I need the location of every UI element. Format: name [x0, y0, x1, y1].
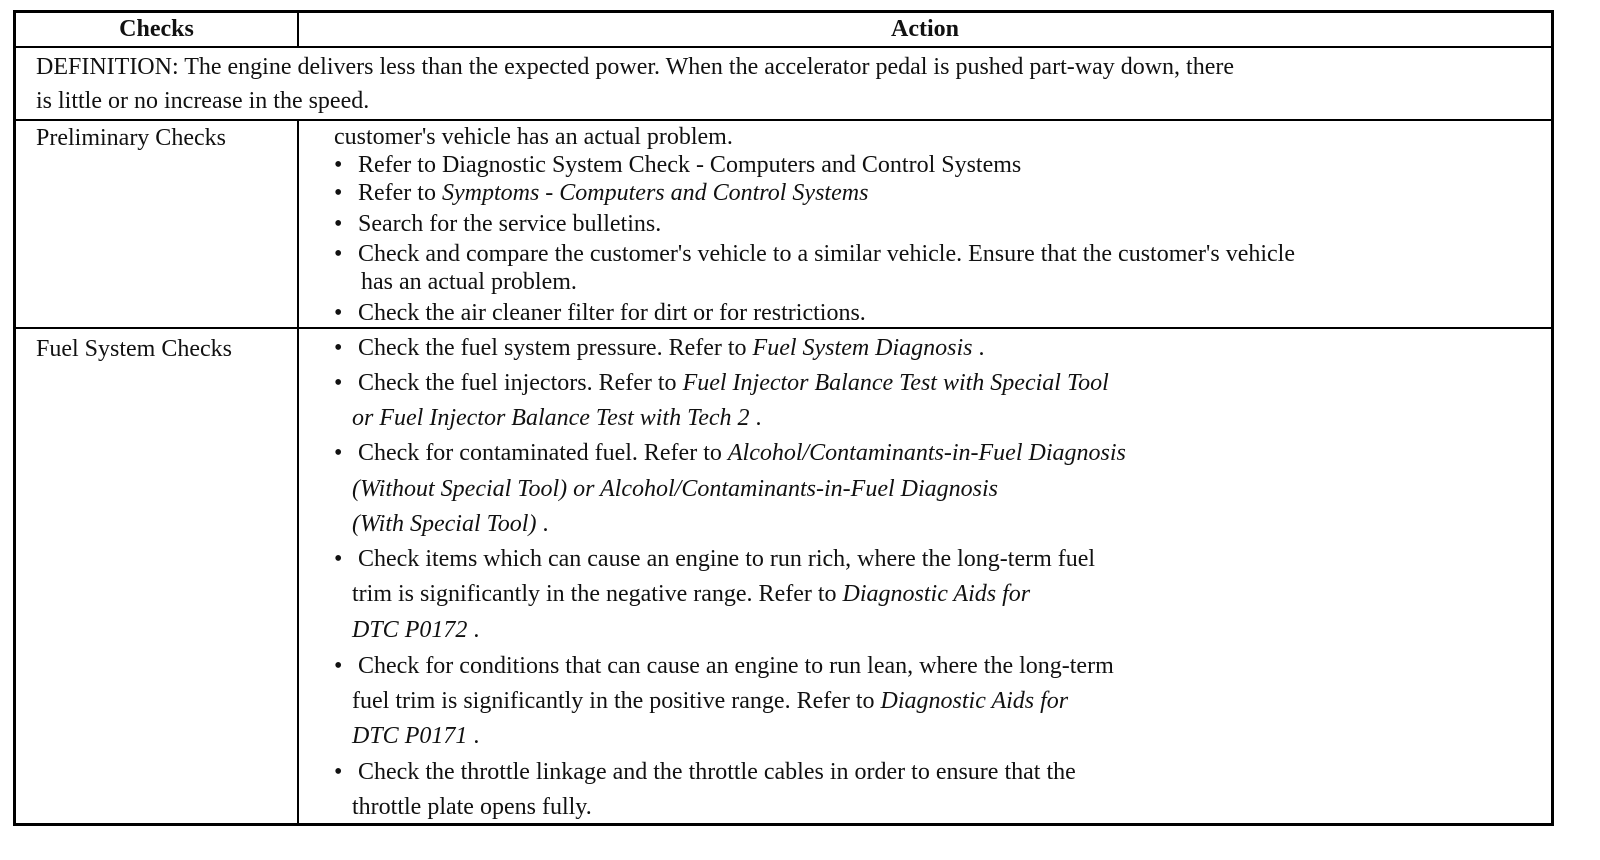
item-suffix: . — [536, 511, 549, 537]
preliminary-item — [334, 211, 661, 238]
reference-link[interactable]: Diagnostic Aids for — [880, 688, 1069, 714]
item-text: Check the fuel injectors. Refer to — [358, 370, 683, 396]
reference-link[interactable]: Fuel Injector Balance Test with Special Tool — [682, 370, 1109, 396]
item-text: Check for contaminated fuel. Refer to — [358, 440, 728, 466]
bullet-icon: • — [334, 335, 343, 361]
item-text: Refer to — [358, 152, 442, 178]
item-text: Check the air cleaner filter for dirt or for restrictions. — [358, 300, 866, 326]
reference-link[interactable]: (Without Special Tool) or Alcohol/Contaminants-in-Fuel Diagnosis — [352, 476, 998, 502]
reference-link[interactable]: Alcohol/Contaminants-in-Fuel Diagnosis — [727, 440, 1126, 466]
fuel-item-continuation — [352, 617, 479, 644]
reference-link[interactable]: DTC P0171 — [352, 723, 468, 749]
item-text: Refer to — [358, 180, 442, 206]
column-header-checks: Checks — [119, 16, 194, 42]
preliminary-rule — [16, 327, 1551, 329]
item-suffix: . — [467, 723, 480, 749]
item-suffix: . — [467, 617, 480, 643]
fuel-item-continuation — [352, 723, 479, 750]
bullet-icon: • — [334, 211, 343, 237]
fuel-item — [334, 440, 1126, 467]
item-text: Check and compare the customer's vehicle to a similar vehicle. Ensure that the customer's vehicle — [358, 241, 1295, 267]
reference-link[interactable]: (With Special Tool) — [352, 511, 537, 537]
reference-link[interactable]: Symptoms - Computers and Control Systems — [441, 180, 869, 206]
item-text: Check items which can cause an engine to run rich, where the long-term fuel — [358, 546, 1096, 572]
preliminary-intro: customer's vehicle has an actual problem. — [334, 124, 733, 150]
item-text: throttle plate opens fully. — [352, 794, 592, 820]
fuel-item-continuation — [352, 581, 1030, 608]
fuel-item-continuation — [352, 688, 1068, 715]
fuel-item — [334, 759, 1076, 786]
reference-link[interactable]: Diagnostic System Check - Computers and Control Systems — [441, 152, 1022, 178]
item-text: Check for conditions that can cause an engine to run lean, where the long-term — [358, 653, 1114, 679]
item-suffix: . — [972, 335, 985, 361]
item-text: Check the throttle linkage and the throttle cables in order to ensure that the — [358, 759, 1076, 785]
fuel-item-continuation — [352, 405, 762, 432]
header-divider — [297, 13, 299, 48]
preliminary-item-continuation: has an actual problem. — [361, 269, 577, 295]
bullet-icon: • — [334, 546, 343, 572]
bullet-icon: • — [334, 152, 343, 178]
preliminary-item — [334, 180, 868, 207]
fuel-item — [334, 546, 1095, 573]
item-text: Check the fuel system pressure. Refer to — [358, 335, 753, 361]
bullet-icon: • — [334, 370, 343, 396]
fuel-item-continuation — [352, 476, 998, 503]
diagnostic-table — [13, 10, 1554, 826]
item-suffix: . — [749, 405, 762, 431]
item-text: trim is significantly in the negative range. Refer to — [352, 581, 843, 607]
bullet-icon: • — [334, 653, 343, 679]
reference-link[interactable]: or Fuel Injector Balance Test with Tech 2 — [352, 405, 750, 431]
row-label-fuel: Fuel System Checks — [36, 336, 232, 362]
item-text: fuel trim is significantly in the positive range. Refer to — [352, 688, 881, 714]
preliminary-item — [334, 152, 1021, 179]
definition-line-2: is little or no increase in the speed. — [36, 88, 370, 114]
row-label-preliminary: Preliminary Checks — [36, 125, 226, 151]
bullet-icon: • — [334, 759, 343, 785]
bullet-icon: • — [334, 180, 343, 206]
reference-link[interactable]: Diagnostic Aids for — [842, 581, 1031, 607]
fuel-item — [334, 335, 985, 362]
reference-link[interactable]: DTC P0172 — [352, 617, 468, 643]
header-rule — [16, 46, 1551, 48]
definition-line-1: DEFINITION: The engine delivers less than the expected power. When the accelerator pedal is pushed part-way down, there — [36, 54, 1235, 80]
reference-link[interactable]: Fuel System Diagnosis — [752, 335, 973, 361]
item-text: Search for the service bulletins. — [358, 211, 662, 237]
fuel-item-continuation — [352, 511, 548, 538]
preliminary-item — [334, 241, 1295, 268]
bullet-icon: • — [334, 241, 343, 267]
bullet-icon: • — [334, 440, 343, 466]
fuel-item — [334, 370, 1109, 397]
body-divider — [297, 119, 299, 823]
definition-rule — [16, 119, 1551, 121]
preliminary-item — [334, 300, 866, 327]
fuel-item-continuation — [352, 794, 592, 821]
column-header-action: Action — [891, 16, 959, 42]
fuel-item — [334, 653, 1114, 680]
bullet-icon: • — [334, 300, 343, 326]
